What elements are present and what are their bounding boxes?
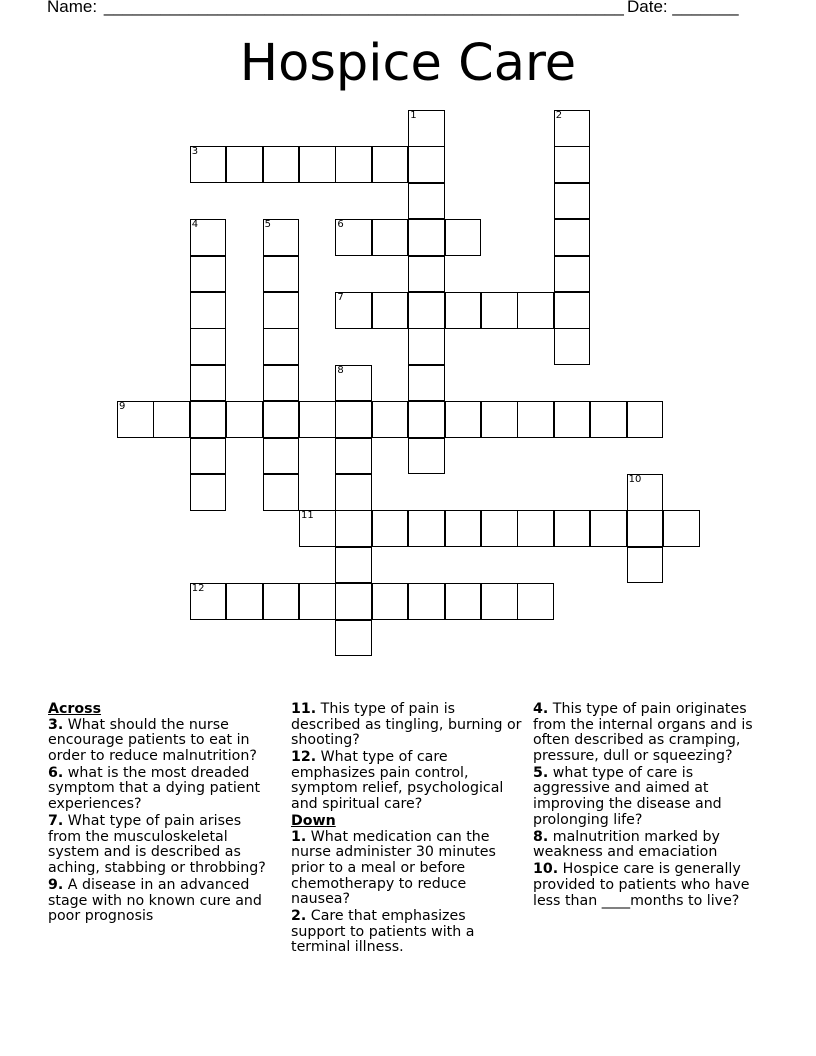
clue-across-3 [48, 718, 270, 765]
crossword-cell[interactable] [554, 292, 591, 329]
clue-number-label: 4 [191, 219, 199, 231]
crossword-cell[interactable] [554, 256, 591, 293]
crossword-cell[interactable] [663, 510, 700, 547]
crossword-cell[interactable] [299, 583, 336, 620]
clue-number: 11. [291, 701, 317, 717]
clue-number: 2. [291, 908, 307, 925]
clue-down-10 [533, 862, 765, 909]
crossword-cell[interactable] [408, 183, 445, 220]
clue-number: 1. [291, 828, 307, 845]
crossword-cell[interactable] [372, 510, 409, 547]
crossword-cell[interactable] [517, 292, 554, 329]
crossword-cell[interactable] [263, 256, 300, 293]
clue-number-label: 11 [301, 510, 314, 522]
crossword-cell[interactable] [263, 401, 300, 438]
crossword-cell[interactable] [372, 583, 409, 620]
crossword-cell[interactable] [190, 474, 227, 511]
clue-text: What type of pain arises from the musculoskeletal system and is described as aching, stabbing or throbbing? [48, 813, 266, 876]
crossword-cell[interactable] [517, 401, 554, 438]
crossword-cell[interactable] [335, 292, 372, 329]
clue-number-label: 2 [555, 110, 563, 121]
clue-text: what type of care is aggressive and aimed at improving the disease and prolonging life? [533, 764, 722, 828]
crossword-cell[interactable] [372, 219, 409, 256]
crossword-cell[interactable] [226, 401, 263, 438]
crossword-cell[interactable] [517, 510, 554, 547]
crossword-cell[interactable] [408, 438, 445, 475]
crossword-cell[interactable] [117, 401, 154, 438]
crossword-cell[interactable] [408, 292, 445, 329]
crossword-cell[interactable] [335, 474, 372, 511]
clue-text: What should the nurse encourage patients to eat in order to reduce malnutrition? [48, 716, 257, 764]
crossword-cell[interactable] [554, 110, 591, 147]
clue-number: 4. [533, 701, 549, 717]
crossword-cell[interactable] [554, 510, 591, 547]
crossword-cell[interactable] [299, 510, 336, 547]
crossword-cell[interactable] [372, 401, 409, 438]
crossword-cell[interactable] [190, 328, 227, 365]
clue-number: 5. [533, 764, 549, 781]
crossword-cell[interactable] [226, 583, 263, 620]
clue-across-11 [291, 702, 523, 749]
crossword-cell[interactable] [335, 146, 372, 183]
clue-number-label: 9 [119, 401, 126, 413]
clue-text: What type of care emphasizes pain control, symptom relief, psychological and spiritual care? [291, 749, 504, 813]
name-blank[interactable]: _______________________________________________________ [103, 0, 624, 16]
clue-text: malnutrition marked by weakness and emaciation [533, 828, 720, 861]
clue-number: 9. [48, 877, 64, 894]
clue-down-2 [291, 909, 523, 956]
clues-column-3 [533, 702, 765, 911]
crossword-cell[interactable] [408, 219, 445, 256]
clue-number-label: 1 [410, 110, 417, 121]
crossword-cell[interactable] [335, 547, 372, 584]
clue-down-5 [533, 766, 765, 828]
crossword-cell[interactable] [627, 401, 664, 438]
crossword-cell[interactable] [190, 583, 227, 620]
crossword-cell[interactable] [372, 292, 409, 329]
crossword-cell[interactable] [299, 146, 336, 183]
crossword-cell[interactable] [408, 401, 445, 438]
crossword-cell[interactable] [554, 146, 591, 183]
clue-across-7 [48, 814, 270, 876]
down-heading: Down [291, 813, 336, 830]
crossword-cell[interactable] [263, 146, 300, 183]
crossword-cell[interactable] [481, 292, 518, 329]
crossword-cell[interactable] [408, 146, 445, 183]
crossword-cell[interactable] [372, 146, 409, 183]
across-heading: Across [48, 701, 102, 717]
crossword-cell[interactable] [190, 438, 227, 475]
clue-number-label: 5 [264, 219, 271, 231]
clue-text: what is the most dreaded symptom that a dying patient experiences? [48, 764, 261, 813]
clue-number: 10. [533, 861, 559, 878]
clue-number: 6. [48, 764, 64, 781]
date-label: Date: [627, 0, 668, 16]
crossword-cell[interactable] [335, 620, 372, 657]
crossword-cell[interactable] [226, 146, 263, 183]
clue-text: Hospice care is generally provided to patients who have less than ____months to live? [533, 861, 750, 909]
crossword-cell[interactable] [153, 401, 190, 438]
crossword-cell[interactable] [627, 474, 664, 511]
crossword-cell[interactable] [263, 474, 300, 511]
crossword-cell[interactable] [408, 110, 445, 147]
clue-number: 8. [533, 828, 549, 845]
clue-across-6 [48, 766, 270, 813]
clue-number-label: 6 [337, 219, 344, 231]
clue-number-label: 3 [191, 146, 199, 158]
crossword-cell[interactable] [445, 219, 482, 256]
crossword-cell[interactable] [445, 510, 482, 547]
crossword-cell[interactable] [445, 292, 482, 329]
crossword-cell[interactable] [445, 583, 482, 620]
crossword-cell[interactable] [554, 183, 591, 220]
crossword-cell[interactable] [190, 219, 227, 256]
crossword-cell[interactable] [445, 401, 482, 438]
crossword-cell[interactable] [590, 401, 627, 438]
crossword-cell[interactable] [263, 438, 300, 475]
crossword-cell[interactable] [190, 365, 227, 402]
clue-number-label: 12 [191, 583, 205, 595]
crossword-cell[interactable] [263, 292, 300, 329]
clue-text: This type of pain is described as tingling, burning or shooting? [291, 701, 522, 749]
clue-down-1 [291, 830, 523, 908]
crossword-cell[interactable] [335, 365, 372, 402]
crossword-cell[interactable] [190, 146, 227, 183]
crossword-cell[interactable] [554, 401, 591, 438]
crossword-cell[interactable] [335, 438, 372, 475]
crossword-cell[interactable] [408, 365, 445, 402]
crossword-cell[interactable] [554, 219, 591, 256]
crossword-cell[interactable] [481, 401, 518, 438]
crossword-cell[interactable] [190, 401, 227, 438]
crossword-cell[interactable] [299, 401, 336, 438]
date-blank[interactable]: _______ [672, 0, 739, 16]
clues-column-2 [291, 702, 523, 958]
crossword-cell[interactable] [554, 328, 591, 365]
crossword-cell[interactable] [190, 256, 227, 293]
crossword-cell[interactable] [408, 510, 445, 547]
page-title: Hospice Care [239, 34, 577, 93]
clue-text: What medication can the nurse administer 30 minutes prior to a meal or before chemotherapy to reduce nausea? [291, 828, 496, 908]
crossword-cell[interactable] [408, 256, 445, 293]
clue-number: 3. [48, 716, 64, 733]
clue-across-9 [48, 878, 270, 925]
crossword-cell[interactable] [517, 583, 554, 620]
clue-text: This type of pain originates from the internal organs and is often described as cramping, pressure, dull or squeezing? [533, 701, 753, 764]
crossword-cell[interactable] [408, 583, 445, 620]
crossword-cell[interactable] [190, 292, 227, 329]
crossword-cell[interactable] [481, 510, 518, 547]
crossword-cell[interactable] [263, 365, 300, 402]
crossword-cell[interactable] [627, 510, 664, 547]
clue-down-8 [533, 830, 765, 861]
name-label: Name: [47, 0, 98, 16]
clue-text: Care that emphasizes support to patients with a terminal illness. [291, 908, 475, 956]
crossword-cell[interactable] [335, 401, 372, 438]
clues-column-1 [48, 702, 270, 926]
crossword-cell[interactable] [627, 547, 664, 584]
clue-number-label: 8 [337, 364, 344, 376]
clue-number: 7. [48, 813, 64, 830]
clue-number-label: 7 [337, 292, 344, 303]
crossword-cell[interactable] [335, 219, 372, 256]
crossword-cell[interactable] [590, 510, 627, 547]
crossword-cell[interactable] [263, 328, 300, 365]
crossword-cell[interactable] [263, 219, 300, 256]
clue-text: A disease in an advanced stage with no known cure and poor prognosis [48, 877, 262, 925]
crossword-cell[interactable] [335, 510, 372, 547]
crossword-cell[interactable] [335, 583, 372, 620]
clue-number: 12. [291, 749, 317, 766]
clue-number-label: 10 [628, 474, 642, 485]
crossword-cell[interactable] [408, 328, 445, 365]
clue-down-4 [533, 702, 765, 764]
crossword-cell[interactable] [263, 583, 300, 620]
crossword-cell[interactable] [481, 583, 518, 620]
clue-across-12 [291, 750, 523, 812]
